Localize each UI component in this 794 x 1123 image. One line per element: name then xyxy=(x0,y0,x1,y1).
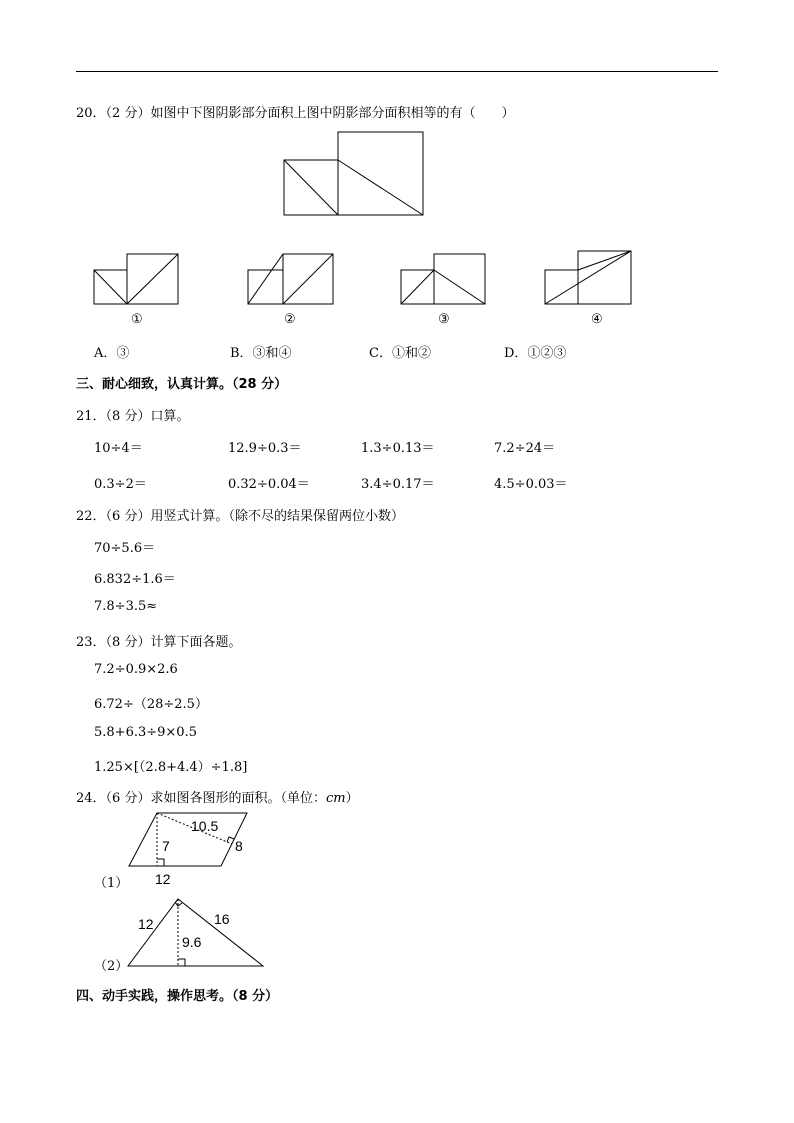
q23-item-3: 5.8+6.3÷9×0.5 xyxy=(94,725,197,740)
q20-fig-label-1: ① xyxy=(131,312,143,327)
q24-triangle xyxy=(128,899,263,966)
q20-option-c[interactable]: C．①和② xyxy=(369,346,431,361)
q21-item-3: 1.3÷0.13＝ xyxy=(361,441,435,456)
q20-option-a[interactable]: A．③ xyxy=(94,346,130,361)
q22-item-1: 70÷5.6＝ xyxy=(94,541,156,556)
q24-fig1-label: （1） xyxy=(94,876,129,891)
q24-fig1-base: 12 xyxy=(155,871,171,887)
q24-unit: cm xyxy=(325,791,346,806)
section4-title: 四、动手实践，操作思考。（8 分） xyxy=(76,989,279,1004)
q24-fig2-right: 16 xyxy=(214,911,230,927)
q24-fig2-height: 9.6 xyxy=(182,934,202,950)
q21-item-8: 4.5÷0.03＝ xyxy=(494,477,568,492)
q22-item-2: 6.832÷1.6＝ xyxy=(94,572,176,587)
q20-fig-label-4: ④ xyxy=(591,312,603,327)
q20-fig-label-2: ② xyxy=(284,312,296,327)
q21-item-6: 0.32÷0.04＝ xyxy=(228,477,310,492)
q24-fig2-left: 12 xyxy=(138,916,154,932)
q21-item-2: 12.9÷0.3＝ xyxy=(228,441,302,456)
q21-item-1: 10÷4＝ xyxy=(94,441,143,456)
q23-stem: 23．（8 分）计算下面各题。 xyxy=(76,635,242,650)
q22-item-3: 7.8÷3.5≈ xyxy=(94,599,158,614)
q21-item-7: 3.4÷0.17＝ xyxy=(361,477,435,492)
q20-option-figure-4 xyxy=(545,251,631,304)
q24-fig1-diagonal: 10.5 xyxy=(191,818,219,834)
q20-option-figure-1 xyxy=(94,254,178,304)
q20-stem: 20．（2 分）如图中下图阴影部分面积上图中阴影部分面积相等的有（ ） xyxy=(76,106,515,121)
q24-fig1-height: 7 xyxy=(162,838,170,854)
q21-item-4: 7.2÷24＝ xyxy=(494,441,556,456)
q24-stem: 24．（6 分）求如图各图形的面积。（单位：cm） xyxy=(76,791,359,806)
q21-item-5: 0.3÷2＝ xyxy=(94,477,147,492)
q24-fig2-label: （2） xyxy=(94,959,129,974)
q20-option-figure-3 xyxy=(401,254,485,304)
q22-stem: 22．（6 分）用竖式计算。（除不尽的结果保留两位小数） xyxy=(76,509,404,524)
q20-option-figure-2 xyxy=(248,254,333,304)
q23-item-1: 7.2÷0.9×2.6 xyxy=(94,662,178,677)
q21-stem: 21．（8 分）口算。 xyxy=(76,409,190,424)
q23-item-4: 1.25×[（2.8+4.4）÷1.8] xyxy=(94,760,248,775)
q20-fig-label-3: ③ xyxy=(438,312,450,327)
section3-title: 三、耐心细致，认真计算。（28 分） xyxy=(76,377,288,392)
q24-parallelogram xyxy=(129,813,247,866)
q24-fig1-side: 8 xyxy=(235,838,243,854)
q20-option-b[interactable]: B．③和④ xyxy=(230,346,292,361)
q23-item-2: 6.72÷（28÷2.5） xyxy=(94,697,208,712)
q20-option-d[interactable]: D．①②③ xyxy=(504,346,567,361)
